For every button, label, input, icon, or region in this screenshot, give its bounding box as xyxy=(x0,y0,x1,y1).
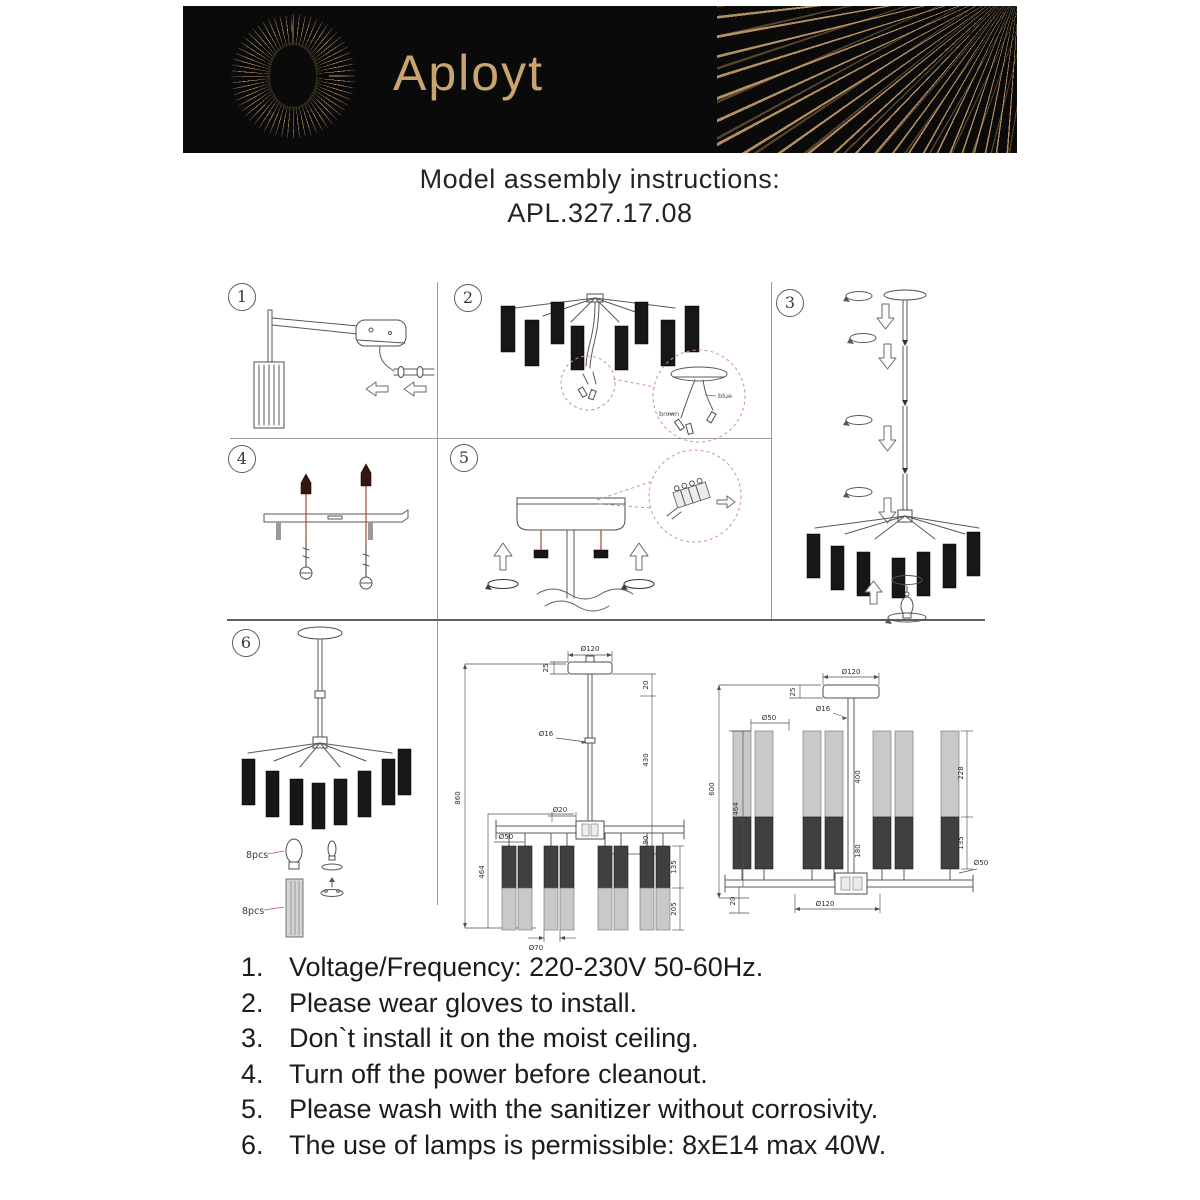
panel-4-mounting-bracket-illustration xyxy=(228,438,437,621)
dim-shade-lower-height: 135 xyxy=(957,836,965,850)
dim-hub-section-height: 90 xyxy=(642,835,650,845)
instruction-item xyxy=(241,988,886,1024)
panel-5-canopy-fixing-illustration xyxy=(437,438,771,621)
bulb-quantity-label: 8pcs xyxy=(246,850,269,861)
down-arrow-icon xyxy=(877,304,894,329)
instruction-number: 3. xyxy=(241,1023,264,1053)
wire-label-brown: brown xyxy=(659,410,680,418)
dim-body-height: 464 xyxy=(732,802,740,816)
instruction-number: 5. xyxy=(241,1094,264,1124)
rotate-icon xyxy=(485,580,518,591)
instruction-number: 1. xyxy=(241,952,264,982)
panel-3-rod-assembly-illustration xyxy=(771,282,985,621)
panel-1-arm-wiring-illustration xyxy=(228,282,437,438)
up-arrow-icon xyxy=(630,543,648,570)
document-title: Model assembly instructions: xyxy=(419,164,781,194)
wall-anchor-icon xyxy=(361,464,371,486)
panel-6-final-assembly-illustration xyxy=(228,621,437,917)
down-arrow-icon xyxy=(879,344,896,369)
dim-canopy-height: 25 xyxy=(542,663,550,673)
dim-overall-height: 600 xyxy=(708,782,716,796)
step-5-number: 5 xyxy=(450,444,478,472)
push-left-arrow-icon xyxy=(366,382,388,396)
dim-shade-section-height: 464 xyxy=(478,865,486,879)
instruction-text: The use of lamps is permissible: 8xE14 max 40W. xyxy=(289,1129,887,1160)
instruction-text: Please wash with the sanitizer without corrosivity. xyxy=(289,1094,879,1124)
model-number: APL.327.17.08 xyxy=(507,198,693,228)
shade-columns xyxy=(733,731,959,869)
dim-rod-length: 430 xyxy=(642,753,650,767)
panel-2-wiring-detail-illustration xyxy=(437,282,771,438)
step-6-number: 6 xyxy=(232,629,260,657)
push-left-arrow-icon xyxy=(404,382,426,396)
brand-name: Aployt xyxy=(393,45,544,101)
dim-shade-diameter: Ø50 xyxy=(498,833,514,841)
dim-canopy-diameter: Ø120 xyxy=(580,645,600,653)
step-3-number: 3 xyxy=(776,289,804,317)
instruction-item xyxy=(241,1130,886,1166)
instruction-text: Turn off the power before cleanout. xyxy=(289,1058,708,1089)
instruction-text: Please wear gloves to install. xyxy=(289,987,638,1018)
up-arrow-icon xyxy=(494,543,512,570)
instruction-number: 2. xyxy=(241,987,264,1018)
rotate-icon xyxy=(843,488,872,499)
decorative-rays-icon xyxy=(717,6,1017,153)
dim-rod-diameter: Ø16 xyxy=(538,730,554,738)
dim-rod-length: 400 xyxy=(854,770,862,784)
nut-icon xyxy=(534,550,548,558)
dim-arm-drop: 20 xyxy=(729,896,737,906)
dim-hub-diameter: Ø20 xyxy=(552,806,568,814)
dim-shade-lower-height: 205 xyxy=(670,902,678,916)
side-view-dimension-drawing xyxy=(705,665,995,940)
dim-canopy-diameter: Ø120 xyxy=(841,668,861,676)
dim-shade-upper-height: 135 xyxy=(670,860,678,874)
wire-label-blue: blue xyxy=(718,392,733,400)
instruction-text: Don`t install it on the moist ceiling. xyxy=(289,1023,699,1053)
instruction-number: 6. xyxy=(241,1129,264,1160)
dim-shade-diameter-right: Ø50 xyxy=(973,859,989,867)
instruction-list xyxy=(241,952,886,1165)
dim-top-gap: 20 xyxy=(642,680,650,690)
instruction-item xyxy=(241,1059,886,1095)
dim-rod-diameter: Ø16 xyxy=(815,705,831,713)
slide-right-arrow-icon xyxy=(717,496,735,508)
shade-quantity-label: 8pcs xyxy=(242,906,265,917)
instruction-item xyxy=(241,1023,886,1059)
instruction-text: Voltage/Frequency: 220-230V 50-60Hz. xyxy=(289,952,764,982)
step-1-number: 1 xyxy=(228,283,256,311)
front-view-dimension-drawing xyxy=(440,640,740,950)
down-arrow-icon xyxy=(879,426,896,451)
rotate-icon xyxy=(847,334,876,345)
bulb-icon xyxy=(286,839,302,863)
instruction-item xyxy=(241,952,886,988)
step-4-number: 4 xyxy=(228,445,256,473)
wall-anchor-icon xyxy=(301,474,311,494)
terminal-block-icon xyxy=(671,477,710,508)
nut-icon xyxy=(594,550,608,558)
instruction-item xyxy=(241,1094,886,1130)
rotate-icon xyxy=(621,580,654,591)
instruction-number: 4. xyxy=(241,1058,264,1089)
sunburst-logo-icon xyxy=(231,14,355,138)
brand-header xyxy=(183,6,1017,153)
rotate-icon xyxy=(843,292,872,303)
dim-shade-upper-height: 228 xyxy=(957,766,965,780)
step-2-number: 2 xyxy=(454,284,482,312)
dim-shade-bottom-diameter: Ø70 xyxy=(528,944,544,952)
shade-columns xyxy=(502,846,670,930)
bulb-icon xyxy=(901,597,913,615)
dim-overall-height: 860 xyxy=(454,791,462,805)
dim-hub-diameter: Ø120 xyxy=(815,900,835,908)
dim-shade-diameter: Ø50 xyxy=(761,714,777,722)
dim-canopy-height: 25 xyxy=(789,687,797,697)
dim-hub-offset: 180 xyxy=(854,844,862,858)
rotate-icon xyxy=(843,416,872,427)
